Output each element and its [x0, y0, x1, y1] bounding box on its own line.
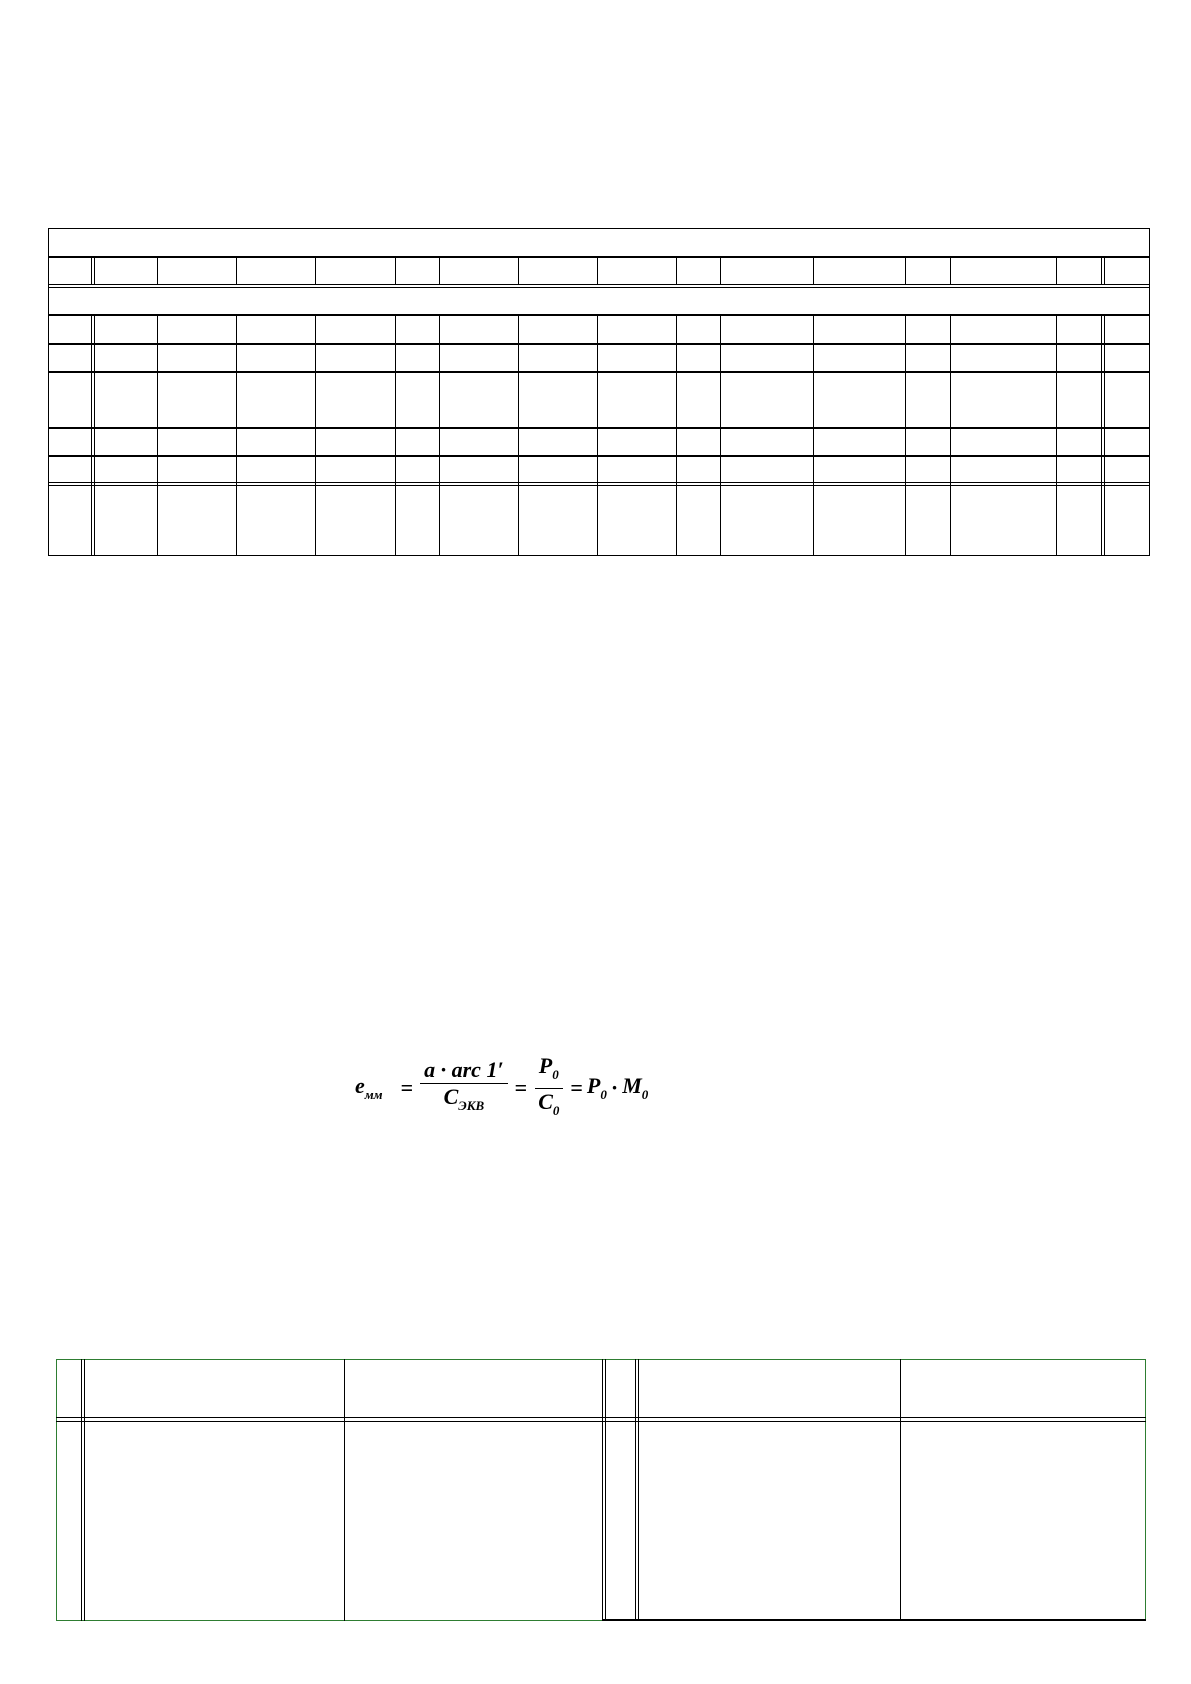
formula-lhs	[355, 1073, 383, 1103]
grid-table-column-line	[518, 256, 519, 285]
grid-table-column-line	[813, 256, 814, 285]
grid-table-column-line	[518, 314, 519, 556]
bottom-table-column-line	[635, 1359, 636, 1621]
formula-fraction-1-den-subscript: ЭКВ	[458, 1098, 485, 1113]
grid-table-column-line	[315, 314, 316, 556]
grid-table-column-line	[597, 256, 598, 285]
bottom-table-top-border	[56, 1359, 1146, 1360]
formula-lhs-subscript: мм	[364, 1087, 383, 1102]
grid-table-column-line	[1101, 256, 1105, 285]
bottom-table	[56, 1359, 1146, 1621]
formula-equals-3: =	[570, 1075, 583, 1100]
grid-table-column-line	[813, 314, 814, 556]
grid-table-row-line	[48, 256, 1150, 258]
formula-fraction-1-numerator: a · arc 1′	[420, 1057, 508, 1084]
grid-table-column-line	[1056, 314, 1057, 556]
grid-table-column-line	[1056, 256, 1057, 285]
bottom-table-column-line	[605, 1359, 606, 1621]
formula-fraction-2-den-symbol: C	[538, 1088, 553, 1114]
formula-rhs-symbol-1: P	[586, 1073, 601, 1098]
formula-rhs-subscript-1: 0	[600, 1087, 607, 1102]
grid-table-column-line	[236, 256, 237, 285]
grid-table-column-line	[597, 314, 598, 556]
bottom-table-column-line	[344, 1359, 345, 1621]
bottom-table-column-line	[638, 1359, 639, 1621]
grid-table-row-line	[48, 284, 1150, 288]
formula-fraction-1-denominator	[440, 1084, 489, 1119]
bottom-table-left-border	[56, 1359, 57, 1621]
formula-fraction-2-denominator	[534, 1089, 563, 1124]
grid-table-column-line	[950, 314, 951, 556]
formula-fraction-2-num-symbol: P	[538, 1052, 553, 1078]
formula-rhs-symbol-2: M	[622, 1073, 642, 1098]
grid-table-column-line	[236, 314, 237, 556]
bottom-table-bottom-border-left	[56, 1620, 602, 1621]
grid-table-frame	[48, 228, 1150, 556]
grid-table-column-line	[91, 314, 95, 556]
formula-fraction-2-numerator	[535, 1053, 563, 1089]
formula-fraction-2-den-subscript: 0	[552, 1102, 560, 1118]
formula-lhs-symbol: e	[355, 1073, 365, 1098]
bottom-table-column-line	[81, 1359, 82, 1621]
grid-table-row-line	[48, 455, 1150, 457]
grid-table-column-line	[676, 314, 677, 556]
formula-equals-1: =	[400, 1075, 414, 1100]
bottom-table-column-line	[900, 1359, 901, 1621]
formula-rhs-subscript-2: 0	[641, 1087, 649, 1102]
grid-table-row-line	[48, 482, 1150, 486]
formula-multiply: ·	[610, 1075, 619, 1100]
grid-table-column-line	[157, 256, 158, 285]
formula-equals-2: =	[514, 1075, 528, 1100]
bottom-table-header-line	[56, 1417, 1146, 1418]
bottom-table-header-line	[56, 1421, 1146, 1422]
grid-table-column-line	[1101, 314, 1105, 556]
grid-table-row-line	[48, 427, 1150, 429]
formula-rhs-term-1	[587, 1073, 607, 1103]
grid-table-column-line	[439, 256, 440, 285]
grid-table-column-line	[676, 256, 677, 285]
grid-table-column-line	[157, 314, 158, 556]
formula-rhs-term-2	[622, 1073, 648, 1103]
grid-table-column-line	[395, 256, 396, 285]
grid-table-row-line	[48, 343, 1150, 345]
grid-table-column-line	[315, 256, 316, 285]
formula	[355, 1052, 665, 1118]
grid-table-column-line	[720, 314, 721, 556]
grid-table-column-line	[905, 314, 906, 556]
grid-table-row-line	[48, 371, 1150, 373]
grid-table-column-line	[91, 256, 95, 285]
formula-fraction-2	[534, 1053, 563, 1124]
grid-table	[48, 228, 1150, 556]
grid-table-column-line	[720, 256, 721, 285]
grid-table-column-line	[395, 314, 396, 556]
formula-fraction-1-den-symbol: C	[443, 1084, 459, 1109]
formula-fraction-2-num-subscript: 0	[552, 1066, 559, 1082]
bottom-table-bottom-border-right	[602, 1619, 1146, 1621]
grid-table-row-line	[48, 314, 1150, 316]
bottom-table-right-border	[1145, 1359, 1146, 1621]
grid-table-column-line	[439, 314, 440, 556]
bottom-table-column-line	[84, 1359, 85, 1621]
grid-table-column-line	[905, 256, 906, 285]
bottom-table-column-line	[602, 1359, 603, 1621]
formula-fraction-1	[420, 1057, 508, 1119]
grid-table-column-line	[950, 256, 951, 285]
